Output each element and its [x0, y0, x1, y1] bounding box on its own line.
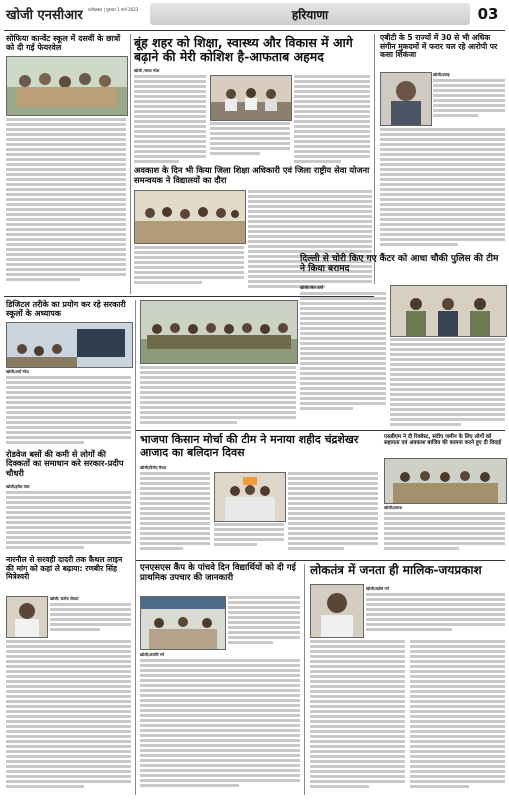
photo-jaiprakash	[310, 584, 364, 638]
headline-absconding-accused: एबीटी के 5 राज्यों में 30 से भी अधिक संगीन मुकदमों में फरार चल रहे आरोपी पर कसा शिकंजा	[380, 33, 498, 60]
byline-bjp: खोजी/विनोद मैराथ	[140, 465, 167, 470]
text-canter-b	[390, 338, 505, 428]
masthead-rule	[4, 30, 505, 31]
text-accused-b	[380, 128, 505, 248]
section-rule	[136, 560, 505, 561]
column-divider	[304, 564, 305, 795]
text-digital-teaching	[6, 376, 131, 446]
text-kaithal-a	[50, 603, 131, 637]
column-divider	[130, 34, 131, 294]
byline-democracy: खोजी/संतोष गर्ग	[366, 586, 389, 591]
photo-police-team	[140, 300, 298, 364]
photo-farewell-students	[6, 56, 128, 116]
text-school-inspection-b	[134, 246, 244, 290]
text-aftab-col1	[134, 75, 206, 163]
headline-kaithal-line: नारनौल से सरवही दादरी तक कैथल लाइन की मांग को कहां ले बढ़ाया: रणबीर सिंह मित्रेश्वरी	[6, 555, 123, 582]
text-aftab-col2	[210, 122, 290, 162]
text-nss-b	[140, 659, 300, 795]
photo-digital-classroom	[6, 322, 133, 368]
byline-accused: खोजी/प्रवाह	[433, 72, 450, 77]
headline-aftab-ahmed: बूंह शहर को शिक्षा, स्वास्थ्य और विकास में आगे बढ़ाने की मेरी कोशिश है-आफताब अहमद	[134, 35, 353, 65]
text-democracy-b	[310, 640, 405, 795]
text-school-inspection-a	[248, 190, 372, 290]
byline-roadways: खोजी/हरीश तंवर	[6, 484, 30, 489]
byline-sdm: खोजी/प्रकाश	[384, 505, 402, 510]
photo-ranbir-singh	[6, 596, 48, 638]
masthead	[0, 0, 509, 33]
text-canter-c	[140, 366, 296, 426]
text-democracy-a	[366, 593, 505, 637]
photo-bjp-tribute	[214, 472, 286, 522]
text-sdm	[384, 512, 505, 554]
text-bjp-a	[140, 472, 210, 552]
photo-accused	[380, 72, 432, 126]
headline-sdm-farewell: एसडीएम ने दी रिक्वेस्ट, संदीप जमीन के लिए लोगों को सहायता एवं अवकाश बाजिव की कामना करने हुए दी विदाई	[384, 434, 501, 447]
headline-democracy: लोकतंत्र में जनता ही मालिक-जयप्रकाश	[310, 563, 482, 577]
byline-digital: खोजी/शर्मा नरेश	[6, 369, 29, 374]
headline-bjp-kisan-morcha: भाजपा किसान मोर्चा की टीम ने मनाया शहीद चंद्रशेखर आजाद का बलिदान दिवस	[140, 433, 359, 459]
photo-canter-arrest	[390, 285, 507, 337]
headline-roadways-buses: रोडवेज बसों की कमी से लोगों की दिक्कतों का समाधान करे सरकार-प्रदीप चौधरी	[6, 449, 124, 478]
photo-nss-camp	[140, 596, 226, 650]
text-bjp-c	[288, 472, 378, 552]
text-aftab-col3	[294, 75, 370, 163]
section-rule	[136, 430, 505, 431]
text-accused-a	[433, 79, 505, 125]
headline-school-inspection: अवकाश के दिन भी किया जिला शिक्षा अधिकारी एवं जिला राष्ट्रीय सेवा योजना समन्वयक ने विद्यालयों का दौरा	[134, 165, 370, 185]
newspaper-logo: खोजी एनसीआर	[6, 8, 83, 23]
section-banner	[150, 3, 470, 25]
page-number: 03	[477, 5, 499, 23]
photo-aftab-meeting	[210, 75, 292, 121]
byline-nss: खोजी/अंजलि गर्ग	[140, 652, 165, 657]
text-bjp-b	[214, 523, 284, 553]
photo-sdm-farewell	[384, 458, 507, 504]
section-title: हरियाणा	[291, 8, 329, 22]
photo-school-inspection	[134, 190, 246, 244]
byline-aftab: खोजी /जगत नरेश	[134, 68, 160, 73]
text-nss-a	[228, 596, 300, 648]
text-canter-a	[300, 292, 386, 412]
text-kaithal-b	[6, 640, 131, 795]
dateline: फरीदाबाद | गुरुवार 1 मार्च 2023	[88, 7, 139, 12]
headline-nss-camp: एनएसएस कैंप के पांचवे दिन विद्यार्थियों को दी गई प्राथमिक उपचार की जानकारी	[140, 563, 296, 583]
text-roadways	[6, 491, 131, 553]
column-divider	[135, 300, 136, 795]
headline-canter-recovered: दिल्ली से चोरी किए गए कैंटर को आधा चौकी पुलिस की टीम ने किया बरामद	[300, 254, 499, 275]
text-farewell	[6, 118, 126, 288]
headline-digital-teaching: डिजिटल तरीके का प्रयोग कर रहे सरकारी स्कूलों के अध्यापक	[6, 300, 126, 319]
column-divider	[374, 34, 375, 284]
text-democracy-c	[410, 640, 505, 795]
byline-kaithal: खोजी/ संतोष गोदारा	[50, 596, 79, 601]
headline-farewell: सोफिया कान्वेंट स्कूल में दसवीं के छात्रों को दी गई फेयरवेल	[6, 34, 121, 53]
byline-canter: खोजी/रमेश शर्मा	[300, 285, 323, 290]
